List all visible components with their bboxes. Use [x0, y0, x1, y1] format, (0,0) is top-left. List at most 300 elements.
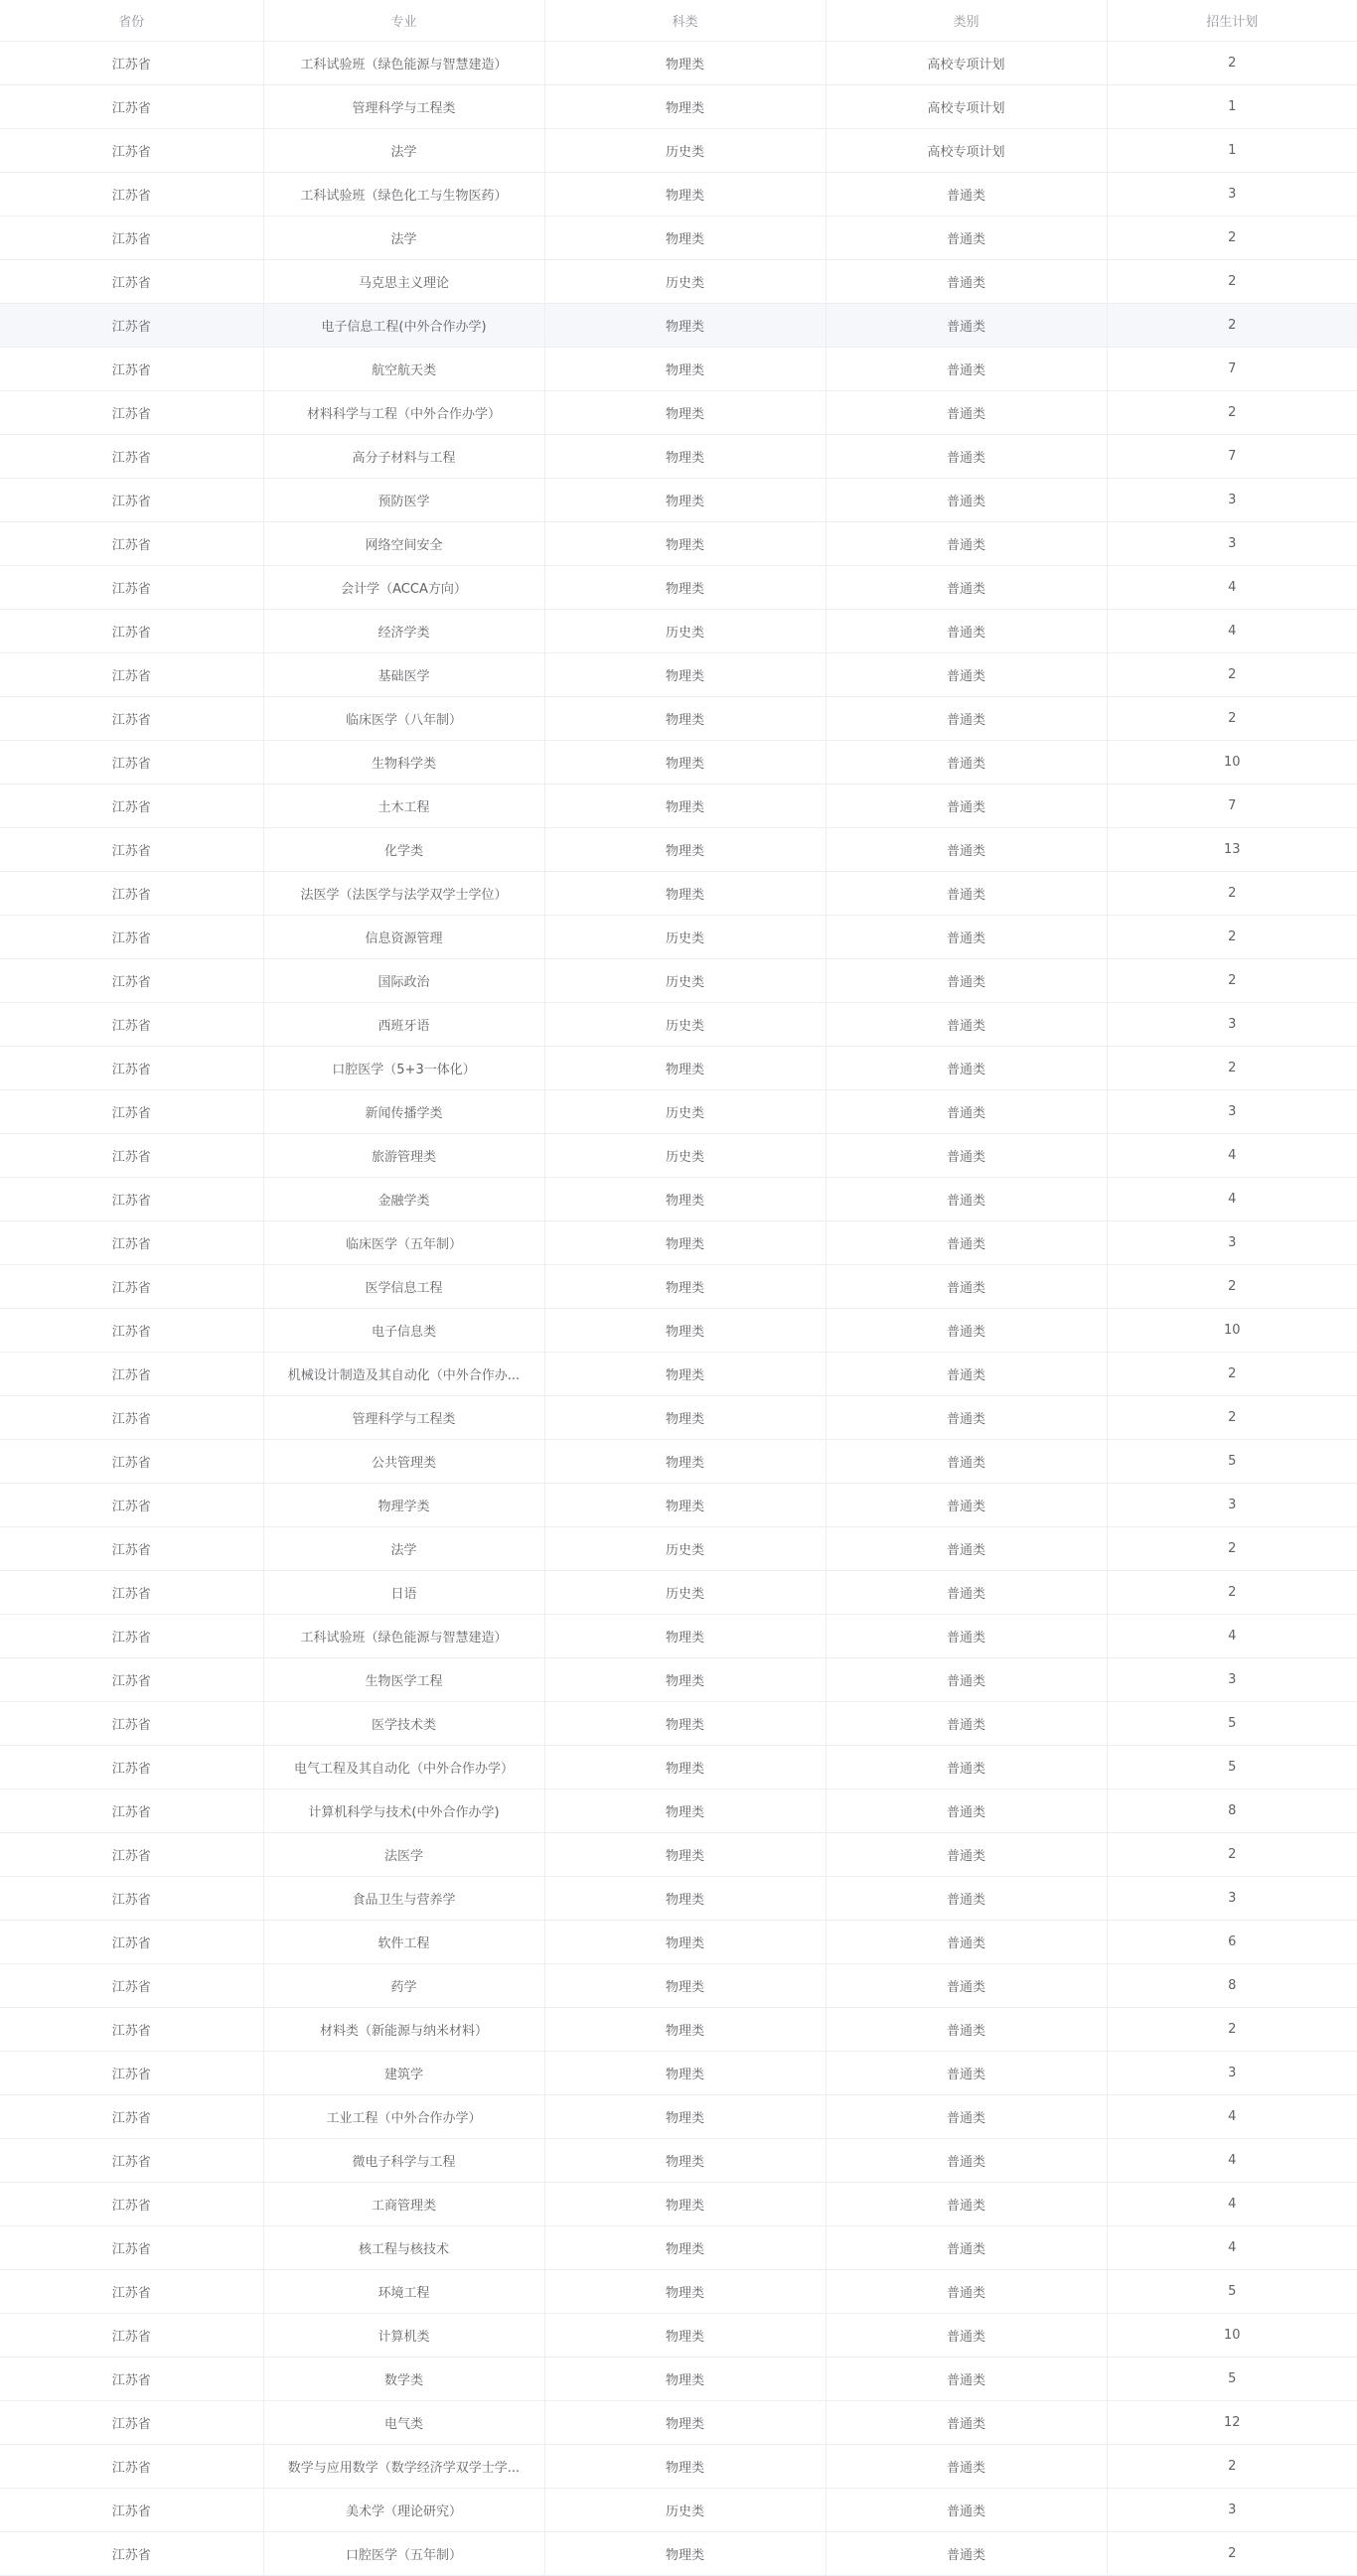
cell-subject-category: 物理类: [544, 390, 826, 434]
cell-admission-type: 普通类: [826, 2007, 1107, 2051]
cell-province: 江苏省: [0, 2357, 263, 2400]
cell-enrollment-plan: 2: [1107, 958, 1357, 1002]
cell-enrollment-plan: 2: [1107, 390, 1357, 434]
cell-major: 微电子科学与工程: [263, 2138, 544, 2182]
cell-subject-category: 物理类: [544, 871, 826, 915]
cell-admission-type: 普通类: [826, 2488, 1107, 2531]
cell-admission-type: 普通类: [826, 303, 1107, 347]
cell-subject-category: 物理类: [544, 2225, 826, 2269]
cell-major: 建筑学: [263, 2051, 544, 2094]
cell-admission-type: 普通类: [826, 1483, 1107, 1526]
cell-major: 软件工程: [263, 1920, 544, 1963]
cell-province: 江苏省: [0, 1920, 263, 1963]
cell-enrollment-plan: 2: [1107, 2444, 1357, 2488]
cell-admission-type: 普通类: [826, 1352, 1107, 1395]
cell-subject-category: 历史类: [544, 1570, 826, 1614]
cell-subject-category: 物理类: [544, 478, 826, 521]
cell-major: 电气类: [263, 2400, 544, 2444]
table-row[interactable]: [0, 1046, 1357, 1089]
table-row[interactable]: [0, 740, 1357, 784]
column-header-major[interactable]: 专业: [263, 0, 544, 41]
table-row[interactable]: [0, 1745, 1357, 1789]
cell-enrollment-plan: 10: [1107, 2313, 1357, 2357]
table-row[interactable]: [0, 1876, 1357, 1920]
cell-subject-category: 历史类: [544, 609, 826, 652]
cell-major: 口腔医学（5+3一体化）: [263, 1046, 544, 1089]
cell-admission-type: 普通类: [826, 215, 1107, 259]
cell-subject-category: 物理类: [544, 1308, 826, 1352]
cell-admission-type: 普通类: [826, 958, 1107, 1002]
cell-enrollment-plan: 2: [1107, 1526, 1357, 1570]
cell-province: 江苏省: [0, 1089, 263, 1133]
table-row[interactable]: [0, 303, 1357, 347]
cell-enrollment-plan: 4: [1107, 2225, 1357, 2269]
table-row[interactable]: [0, 696, 1357, 740]
cell-subject-category: 物理类: [544, 1352, 826, 1395]
table-row[interactable]: [0, 1526, 1357, 1570]
cell-major: 旅游管理类: [263, 1133, 544, 1177]
table-row[interactable]: [0, 1395, 1357, 1439]
cell-admission-type: 普通类: [826, 1832, 1107, 1876]
cell-major: 经济学类: [263, 609, 544, 652]
cell-province: 江苏省: [0, 390, 263, 434]
cell-enrollment-plan: 6: [1107, 1920, 1357, 1963]
cell-enrollment-plan: 3: [1107, 1002, 1357, 1046]
cell-subject-category: 历史类: [544, 2488, 826, 2531]
cell-enrollment-plan: 8: [1107, 1963, 1357, 2007]
table-row[interactable]: [0, 1789, 1357, 1832]
table-row[interactable]: [0, 478, 1357, 521]
cell-province: 江苏省: [0, 2094, 263, 2138]
header-row: [0, 0, 1357, 41]
cell-subject-category: 历史类: [544, 1526, 826, 1570]
cell-province: 江苏省: [0, 1701, 263, 1745]
cell-admission-type: 普通类: [826, 478, 1107, 521]
table-row[interactable]: [0, 1264, 1357, 1308]
cell-subject-category: 物理类: [544, 1483, 826, 1526]
cell-enrollment-plan: 10: [1107, 1308, 1357, 1352]
table-row[interactable]: [0, 1614, 1357, 1657]
cell-major: 会计学（ACCA方向）: [263, 565, 544, 609]
cell-subject-category: 物理类: [544, 1745, 826, 1789]
cell-major: 新闻传播学类: [263, 1089, 544, 1133]
cell-province: 江苏省: [0, 1352, 263, 1395]
cell-province: 江苏省: [0, 1439, 263, 1483]
cell-enrollment-plan: 2: [1107, 259, 1357, 303]
table-row[interactable]: [0, 2138, 1357, 2182]
table-row[interactable]: [0, 652, 1357, 696]
table-row[interactable]: [0, 565, 1357, 609]
table-row[interactable]: [0, 347, 1357, 390]
table-row[interactable]: [0, 609, 1357, 652]
cell-admission-type: 普通类: [826, 1046, 1107, 1089]
cell-province: 江苏省: [0, 1745, 263, 1789]
cell-enrollment-plan: 4: [1107, 2182, 1357, 2225]
cell-province: 江苏省: [0, 2269, 263, 2313]
cell-province: 江苏省: [0, 1220, 263, 1264]
table-row[interactable]: [0, 1657, 1357, 1701]
cell-enrollment-plan: 2: [1107, 652, 1357, 696]
table-row[interactable]: [0, 1570, 1357, 1614]
cell-enrollment-plan: 2: [1107, 41, 1357, 84]
cell-province: 江苏省: [0, 434, 263, 478]
cell-enrollment-plan: 2: [1107, 303, 1357, 347]
cell-enrollment-plan: 5: [1107, 1745, 1357, 1789]
cell-province: 江苏省: [0, 1876, 263, 1920]
table-row[interactable]: [0, 259, 1357, 303]
cell-enrollment-plan: 12: [1107, 2400, 1357, 2444]
cell-admission-type: 普通类: [826, 740, 1107, 784]
cell-province: 江苏省: [0, 2007, 263, 2051]
cell-admission-type: 普通类: [826, 2269, 1107, 2313]
cell-subject-category: 物理类: [544, 1046, 826, 1089]
cell-subject-category: 历史类: [544, 1133, 826, 1177]
cell-enrollment-plan: 7: [1107, 784, 1357, 827]
cell-subject-category: 物理类: [544, 2444, 826, 2488]
cell-subject-category: 物理类: [544, 652, 826, 696]
cell-enrollment-plan: 2: [1107, 1395, 1357, 1439]
cell-major: 基础医学: [263, 652, 544, 696]
column-header-enrollment-plan[interactable]: 招生计划: [1107, 0, 1357, 41]
table-row[interactable]: [0, 2182, 1357, 2225]
cell-subject-category: 物理类: [544, 2313, 826, 2357]
column-header-province[interactable]: 省份: [0, 0, 263, 41]
cell-subject-category: 物理类: [544, 1657, 826, 1701]
cell-admission-type: 普通类: [826, 871, 1107, 915]
cell-major: 工业工程（中外合作办学）: [263, 2094, 544, 2138]
cell-admission-type: 普通类: [826, 827, 1107, 871]
cell-subject-category: 物理类: [544, 740, 826, 784]
cell-admission-type: 高校专项计划: [826, 128, 1107, 172]
cell-major: 管理科学与工程类: [263, 1395, 544, 1439]
cell-major: 物理学类: [263, 1483, 544, 1526]
cell-major: 化学类: [263, 827, 544, 871]
cell-subject-category: 物理类: [544, 1701, 826, 1745]
cell-major: 高分子材料与工程: [263, 434, 544, 478]
cell-province: 江苏省: [0, 2182, 263, 2225]
cell-enrollment-plan: 4: [1107, 609, 1357, 652]
cell-province: 江苏省: [0, 347, 263, 390]
table-row[interactable]: [0, 2488, 1357, 2531]
cell-admission-type: 普通类: [826, 2182, 1107, 2225]
column-header-subject-category[interactable]: 科类: [544, 0, 826, 41]
table-row[interactable]: [0, 84, 1357, 128]
table-body: [0, 41, 1357, 2575]
cell-admission-type: 普通类: [826, 1657, 1107, 1701]
cell-admission-type: 普通类: [826, 1570, 1107, 1614]
cell-major: 法学: [263, 215, 544, 259]
cell-enrollment-plan: 3: [1107, 1220, 1357, 1264]
cell-admission-type: 普通类: [826, 1264, 1107, 1308]
cell-subject-category: 物理类: [544, 215, 826, 259]
cell-admission-type: 普通类: [826, 521, 1107, 565]
cell-admission-type: 高校专项计划: [826, 84, 1107, 128]
cell-province: 江苏省: [0, 1526, 263, 1570]
cell-subject-category: 物理类: [544, 1876, 826, 1920]
cell-enrollment-plan: 4: [1107, 565, 1357, 609]
cell-major: 生物科学类: [263, 740, 544, 784]
cell-major: 生物医学工程: [263, 1657, 544, 1701]
cell-major: 核工程与核技术: [263, 2225, 544, 2269]
cell-province: 江苏省: [0, 2313, 263, 2357]
table-row[interactable]: [0, 2400, 1357, 2444]
cell-province: 江苏省: [0, 2138, 263, 2182]
cell-province: 江苏省: [0, 609, 263, 652]
cell-admission-type: 普通类: [826, 1963, 1107, 2007]
cell-enrollment-plan: 2: [1107, 1264, 1357, 1308]
cell-major: 网络空间安全: [263, 521, 544, 565]
cell-province: 江苏省: [0, 1264, 263, 1308]
table-row[interactable]: [0, 827, 1357, 871]
cell-subject-category: 物理类: [544, 2531, 826, 2575]
cell-province: 江苏省: [0, 784, 263, 827]
table-row[interactable]: [0, 2225, 1357, 2269]
cell-subject-category: 历史类: [544, 958, 826, 1002]
table-row[interactable]: [0, 521, 1357, 565]
cell-enrollment-plan: 4: [1107, 1614, 1357, 1657]
cell-admission-type: 普通类: [826, 915, 1107, 958]
cell-province: 江苏省: [0, 2225, 263, 2269]
cell-admission-type: 普通类: [826, 2225, 1107, 2269]
cell-subject-category: 物理类: [544, 303, 826, 347]
cell-admission-type: 普通类: [826, 1526, 1107, 1570]
cell-province: 江苏省: [0, 1046, 263, 1089]
table-row[interactable]: [0, 2531, 1357, 2575]
cell-subject-category: 物理类: [544, 1920, 826, 1963]
cell-subject-category: 物理类: [544, 2051, 826, 2094]
cell-major: 马克思主义理论: [263, 259, 544, 303]
cell-subject-category: 物理类: [544, 784, 826, 827]
cell-subject-category: 物理类: [544, 172, 826, 215]
cell-admission-type: 普通类: [826, 1789, 1107, 1832]
cell-major: 工科试验班（绿色能源与智慧建造）: [263, 41, 544, 84]
cell-province: 江苏省: [0, 215, 263, 259]
cell-major: 电子信息工程(中外合作办学): [263, 303, 544, 347]
cell-enrollment-plan: 5: [1107, 1701, 1357, 1745]
cell-enrollment-plan: 2: [1107, 1832, 1357, 1876]
cell-major: 公共管理类: [263, 1439, 544, 1483]
table-row[interactable]: [0, 1133, 1357, 1177]
table-row[interactable]: [0, 915, 1357, 958]
cell-major: 数学与应用数学（数学经济学双学士学...: [263, 2444, 544, 2488]
table-row[interactable]: [0, 871, 1357, 915]
cell-subject-category: 物理类: [544, 1395, 826, 1439]
cell-enrollment-plan: 5: [1107, 1439, 1357, 1483]
cell-province: 江苏省: [0, 565, 263, 609]
cell-province: 江苏省: [0, 1133, 263, 1177]
cell-admission-type: 普通类: [826, 1614, 1107, 1657]
cell-province: 江苏省: [0, 1570, 263, 1614]
table-row[interactable]: [0, 1089, 1357, 1133]
cell-admission-type: 普通类: [826, 2444, 1107, 2488]
cell-admission-type: 普通类: [826, 347, 1107, 390]
table-row[interactable]: [0, 1220, 1357, 1264]
cell-enrollment-plan: 3: [1107, 521, 1357, 565]
cell-enrollment-plan: 3: [1107, 1876, 1357, 1920]
cell-enrollment-plan: 3: [1107, 2488, 1357, 2531]
cell-subject-category: 物理类: [544, 1220, 826, 1264]
cell-admission-type: 普通类: [826, 609, 1107, 652]
cell-province: 江苏省: [0, 740, 263, 784]
cell-enrollment-plan: 3: [1107, 1089, 1357, 1133]
cell-major: 材料科学与工程（中外合作办学）: [263, 390, 544, 434]
cell-province: 江苏省: [0, 172, 263, 215]
table-row[interactable]: [0, 1483, 1357, 1526]
cell-major: 材料类（新能源与纳米材料）: [263, 2007, 544, 2051]
cell-major: 工科试验班（绿色能源与智慧建造）: [263, 1614, 544, 1657]
cell-subject-category: 物理类: [544, 1177, 826, 1220]
cell-admission-type: 普通类: [826, 1395, 1107, 1439]
cell-subject-category: 物理类: [544, 84, 826, 128]
cell-major: 航空航天类: [263, 347, 544, 390]
cell-enrollment-plan: 8: [1107, 1789, 1357, 1832]
cell-major: 机械设计制造及其自动化（中外合作办...: [263, 1352, 544, 1395]
cell-major: 电气工程及其自动化（中外合作办学）: [263, 1745, 544, 1789]
table-row[interactable]: [0, 958, 1357, 1002]
cell-enrollment-plan: 7: [1107, 434, 1357, 478]
cell-province: 江苏省: [0, 128, 263, 172]
cell-admission-type: 普通类: [826, 434, 1107, 478]
cell-province: 江苏省: [0, 521, 263, 565]
cell-subject-category: 物理类: [544, 2400, 826, 2444]
table-row[interactable]: [0, 2007, 1357, 2051]
table-row[interactable]: [0, 1701, 1357, 1745]
cell-major: 西班牙语: [263, 1002, 544, 1046]
table-row[interactable]: [0, 1308, 1357, 1352]
cell-province: 江苏省: [0, 2444, 263, 2488]
cell-province: 江苏省: [0, 84, 263, 128]
cell-admission-type: 普通类: [826, 1439, 1107, 1483]
cell-major: 电子信息类: [263, 1308, 544, 1352]
table-row[interactable]: [0, 1352, 1357, 1395]
table-row[interactable]: [0, 2051, 1357, 2094]
cell-major: 医学技术类: [263, 1701, 544, 1745]
cell-major: 数学类: [263, 2357, 544, 2400]
cell-province: 江苏省: [0, 1395, 263, 1439]
cell-enrollment-plan: 1: [1107, 128, 1357, 172]
table-row[interactable]: [0, 2269, 1357, 2313]
cell-admission-type: 普通类: [826, 390, 1107, 434]
cell-subject-category: 物理类: [544, 434, 826, 478]
cell-major: 药学: [263, 1963, 544, 2007]
cell-admission-type: 普通类: [826, 1308, 1107, 1352]
cell-subject-category: 物理类: [544, 1439, 826, 1483]
cell-enrollment-plan: 3: [1107, 1657, 1357, 1701]
table-row[interactable]: [0, 2313, 1357, 2357]
cell-subject-category: 历史类: [544, 1089, 826, 1133]
cell-province: 江苏省: [0, 2488, 263, 2531]
cell-province: 江苏省: [0, 1657, 263, 1701]
cell-admission-type: 普通类: [826, 1745, 1107, 1789]
table-row[interactable]: [0, 215, 1357, 259]
cell-admission-type: 普通类: [826, 1002, 1107, 1046]
cell-enrollment-plan: 2: [1107, 696, 1357, 740]
cell-major: 预防医学: [263, 478, 544, 521]
cell-subject-category: 物理类: [544, 565, 826, 609]
cell-subject-category: 历史类: [544, 128, 826, 172]
cell-province: 江苏省: [0, 41, 263, 84]
column-header-admission-type[interactable]: 类别: [826, 0, 1107, 41]
table-row[interactable]: [0, 41, 1357, 84]
cell-admission-type: 普通类: [826, 2357, 1107, 2400]
cell-admission-type: 普通类: [826, 696, 1107, 740]
cell-admission-type: 普通类: [826, 1177, 1107, 1220]
table-row[interactable]: [0, 172, 1357, 215]
cell-province: 江苏省: [0, 303, 263, 347]
cell-enrollment-plan: 10: [1107, 740, 1357, 784]
cell-enrollment-plan: 7: [1107, 347, 1357, 390]
table-row[interactable]: [0, 1832, 1357, 1876]
table-row[interactable]: [0, 2094, 1357, 2138]
cell-enrollment-plan: 4: [1107, 2094, 1357, 2138]
cell-province: 江苏省: [0, 652, 263, 696]
table-row[interactable]: [0, 2444, 1357, 2488]
table-row[interactable]: [0, 390, 1357, 434]
table-row[interactable]: [0, 2357, 1357, 2400]
table-row[interactable]: [0, 434, 1357, 478]
cell-admission-type: 普通类: [826, 1220, 1107, 1264]
cell-major: 计算机类: [263, 2313, 544, 2357]
cell-admission-type: 普通类: [826, 2094, 1107, 2138]
cell-admission-type: 普通类: [826, 2531, 1107, 2575]
cell-province: 江苏省: [0, 1832, 263, 1876]
table-row[interactable]: [0, 1963, 1357, 2007]
table-row[interactable]: [0, 1177, 1357, 1220]
cell-major: 美术学（理论研究）: [263, 2488, 544, 2531]
cell-enrollment-plan: 2: [1107, 1046, 1357, 1089]
cell-subject-category: 物理类: [544, 1789, 826, 1832]
cell-admission-type: 普通类: [826, 2313, 1107, 2357]
table-row[interactable]: [0, 1920, 1357, 1963]
cell-major: 医学信息工程: [263, 1264, 544, 1308]
table-row[interactable]: [0, 128, 1357, 172]
cell-province: 江苏省: [0, 915, 263, 958]
cell-enrollment-plan: 2: [1107, 1570, 1357, 1614]
cell-province: 江苏省: [0, 696, 263, 740]
cell-subject-category: 历史类: [544, 259, 826, 303]
cell-enrollment-plan: 13: [1107, 827, 1357, 871]
cell-subject-category: 物理类: [544, 2094, 826, 2138]
cell-admission-type: 高校专项计划: [826, 41, 1107, 84]
cell-province: 江苏省: [0, 2531, 263, 2575]
table-row[interactable]: [0, 1002, 1357, 1046]
cell-major: 工商管理类: [263, 2182, 544, 2225]
cell-province: 江苏省: [0, 1308, 263, 1352]
table-row[interactable]: [0, 784, 1357, 827]
cell-subject-category: 物理类: [544, 2138, 826, 2182]
cell-province: 江苏省: [0, 827, 263, 871]
cell-admission-type: 普通类: [826, 784, 1107, 827]
cell-province: 江苏省: [0, 478, 263, 521]
cell-province: 江苏省: [0, 2051, 263, 2094]
cell-province: 江苏省: [0, 1483, 263, 1526]
cell-admission-type: 普通类: [826, 1133, 1107, 1177]
cell-province: 江苏省: [0, 958, 263, 1002]
table-row[interactable]: [0, 1439, 1357, 1483]
cell-subject-category: 历史类: [544, 915, 826, 958]
cell-enrollment-plan: 3: [1107, 478, 1357, 521]
cell-admission-type: 普通类: [826, 1089, 1107, 1133]
cell-subject-category: 物理类: [544, 41, 826, 84]
cell-subject-category: 物理类: [544, 696, 826, 740]
cell-subject-category: 物理类: [544, 1614, 826, 1657]
table-header: [0, 0, 1357, 41]
cell-subject-category: 物理类: [544, 2357, 826, 2400]
cell-enrollment-plan: 2: [1107, 1352, 1357, 1395]
cell-subject-category: 物理类: [544, 1264, 826, 1308]
cell-subject-category: 物理类: [544, 2007, 826, 2051]
cell-admission-type: 普通类: [826, 1701, 1107, 1745]
